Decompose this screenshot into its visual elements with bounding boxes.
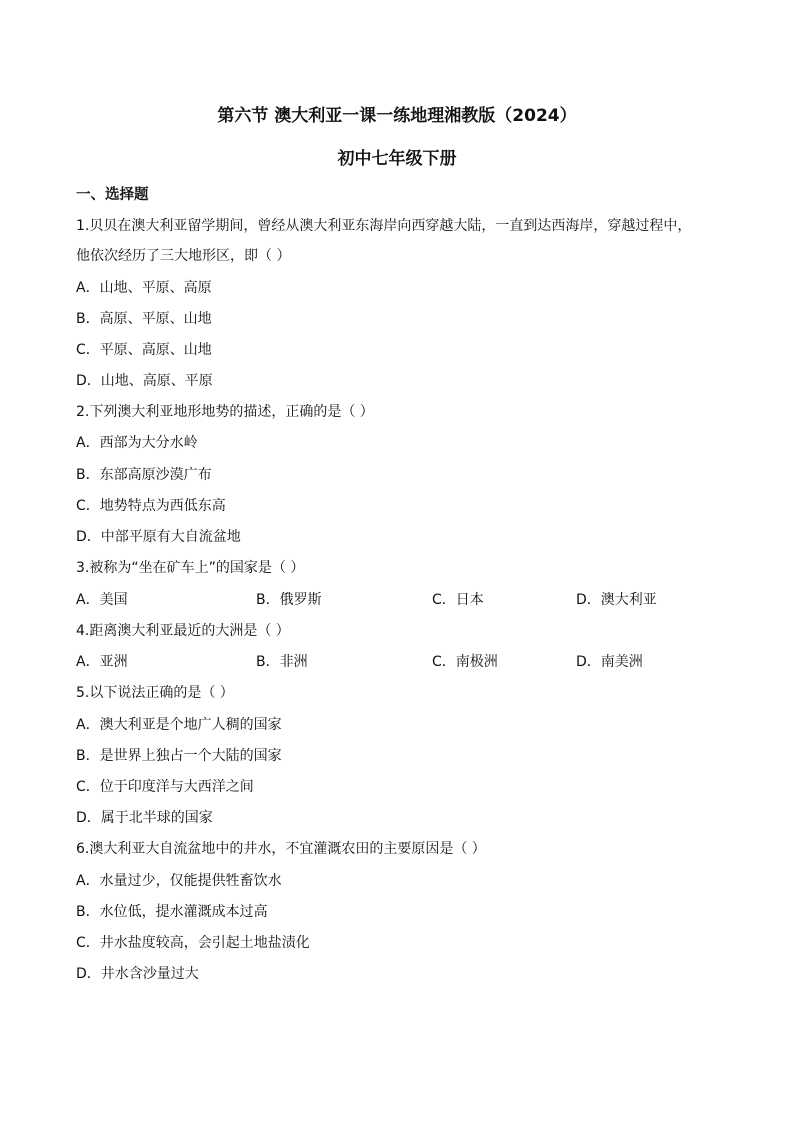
question-6-option-d: D．井水含沙量过大 <box>76 966 199 982</box>
question-5-stem: 5.以下说法正确的是（ ） <box>76 685 234 701</box>
question-1-stem-line-2: 他依次经历了三大地形区，即（ ） <box>76 248 291 264</box>
question-1-option-a: A．山地、平原、高原 <box>76 280 212 296</box>
question-6-option-a: A．水量过少，仅能提供牲畜饮水 <box>76 873 282 889</box>
question-3-options-row <box>0 590 794 610</box>
question-3-stem: 3.被称为“坐在矿车上”的国家是（ ） <box>76 560 305 576</box>
question-1-stem-line-1: 1.贝贝在澳大利亚留学期间，曾经从澳大利亚东海岸向西穿越大陆，一直到达西海岸，穿越过程中， <box>76 218 692 234</box>
question-4-option-d: D．南美洲 <box>576 654 643 670</box>
question-6-option-b: B．水位低，提水灌溉成本过高 <box>76 904 268 920</box>
question-2-option-c: C．地势特点为西低东高 <box>76 498 226 514</box>
question-6-stem: 6.澳大利亚大自流盆地中的井水，不宜灌溉农田的主要原因是（ ） <box>76 841 486 857</box>
question-3-option-a: A．美国 <box>76 592 128 608</box>
question-3-option-d: D．澳大利亚 <box>576 592 657 608</box>
question-2-option-a: A．西部为大分水岭 <box>76 435 198 451</box>
question-5-option-a: A．澳大利亚是个地广人稠的国家 <box>76 717 282 733</box>
question-5-option-c: C．位于印度洋与大西洋之间 <box>76 779 254 795</box>
question-6-option-c: C．井水盐度较高，会引起土地盐渍化 <box>76 935 310 951</box>
question-1-option-b: B．高原、平原、山地 <box>76 311 212 327</box>
question-1-option-c: C．平原、高原、山地 <box>76 342 212 358</box>
question-3-option-b: B．俄罗斯 <box>256 592 322 608</box>
question-5-option-b: B．是世界上独占一个大陆的国家 <box>76 748 282 764</box>
question-1-option-d: D．山地、高原、平原 <box>76 373 213 389</box>
question-4-options-row <box>0 652 794 672</box>
question-4-stem: 4.距离澳大利亚最近的大洲是（ ） <box>76 623 290 639</box>
question-4-option-b: B．非洲 <box>256 654 308 670</box>
question-4-option-c: C．南极洲 <box>432 654 498 670</box>
document-title: 第六节 澳大利亚一课一练地理湘教版（2024） <box>217 106 577 126</box>
question-2-stem: 2.下列澳大利亚地形地势的描述，正确的是（ ） <box>76 404 374 420</box>
question-2-option-d: D．中部平原有大自流盆地 <box>76 529 241 545</box>
question-5-option-d: D．属于北半球的国家 <box>76 810 213 826</box>
document-subtitle: 初中七年级下册 <box>337 149 457 169</box>
question-2-option-b: B．东部高原沙漠广布 <box>76 467 212 483</box>
section-heading-choice: 一、选择题 <box>76 187 149 203</box>
question-4-option-a: A．亚洲 <box>76 654 128 670</box>
question-3-option-c: C．日本 <box>432 592 484 608</box>
